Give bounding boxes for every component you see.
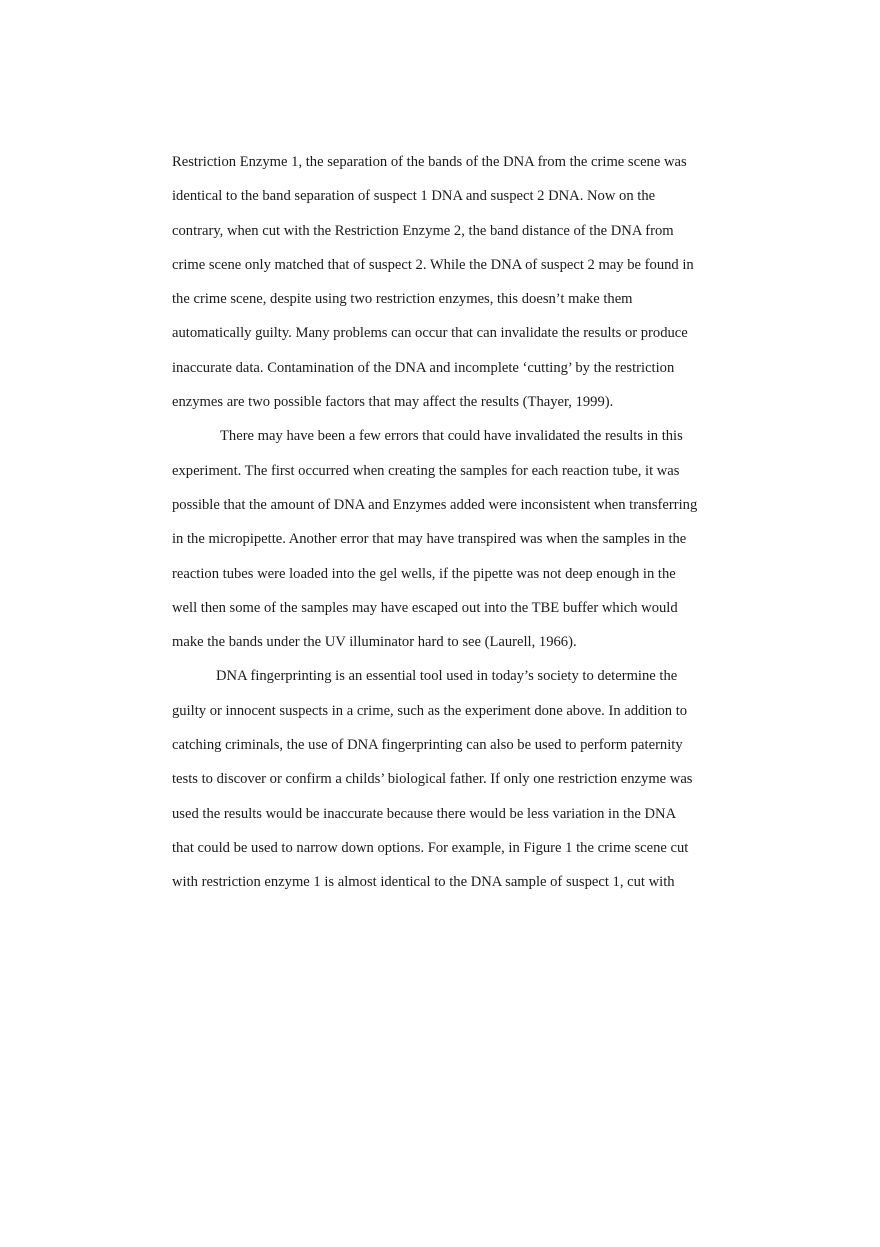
text-line: Restriction Enzyme 1, the separation of the bands of the DNA from the crime scene was [172, 154, 687, 170]
text-line: automatically guilty. Many problems can occur that can invalidate the results or produce [172, 325, 688, 342]
text-line: that could be used to narrow down options. For example, in Figure 1 the crime scene cut [172, 839, 689, 856]
text-line: make the bands under the UV illuminator hard to see (Laurell, 1966). [172, 634, 577, 651]
text-line: with restriction enzyme 1 is almost identical to the DNA sample of suspect 1, cut with [172, 874, 675, 891]
text-line: well then some of the samples may have escaped out into the TBE buffer which would [172, 599, 678, 616]
text-line: enzymes are two possible factors that may affect the results (Thayer, 1999). [172, 394, 614, 411]
text-line: inaccurate data. Contamination of the DNA and incomplete ‘cutting’ by the restriction [172, 359, 675, 376]
text-line: tests to discover or confirm a childs’ biological father. If only one restriction enzyme was [172, 771, 693, 788]
text-line: used the results would be inaccurate because there would be less variation in the DNA [172, 805, 677, 822]
text-line: possible that the amount of DNA and Enzymes added were inconsistent when transferring [172, 496, 698, 513]
text-line: identical to the band separation of suspect 1 DNA and suspect 2 DNA. Now on the [172, 188, 656, 205]
text-line: the crime scene, despite using two restriction enzymes, this doesn’t make them [172, 291, 633, 308]
paragraph-3 [172, 659, 712, 899]
text-line: experiment. The first occurred when creating the samples for each reaction tube, it was [172, 462, 680, 479]
text-line: DNA fingerprinting is an essential tool used in today’s society to determine the [216, 668, 678, 685]
body-text [172, 145, 712, 900]
text-line: in the micropipette. Another error that may have transpired was when the samples in the [172, 531, 687, 548]
text-line: contrary, when cut with the Restriction Enzyme 2, the band distance of the DNA from [172, 222, 674, 239]
text-line: reaction tubes were loaded into the gel wells, if the pipette was not deep enough in the [172, 565, 676, 582]
text-line: There may have been a few errors that could have invalidated the results in this [220, 428, 683, 445]
text-line: crime scene only matched that of suspect 2. While the DNA of suspect 2 may be found in [172, 256, 694, 273]
text-line: guilty or innocent suspects in a crime, such as the experiment done above. In addition to [172, 702, 688, 719]
paragraph-2 [172, 419, 712, 659]
paragraph-1 [172, 145, 712, 419]
text-line: catching criminals, the use of DNA fingerprinting can also be used to perform paternity [172, 737, 683, 754]
